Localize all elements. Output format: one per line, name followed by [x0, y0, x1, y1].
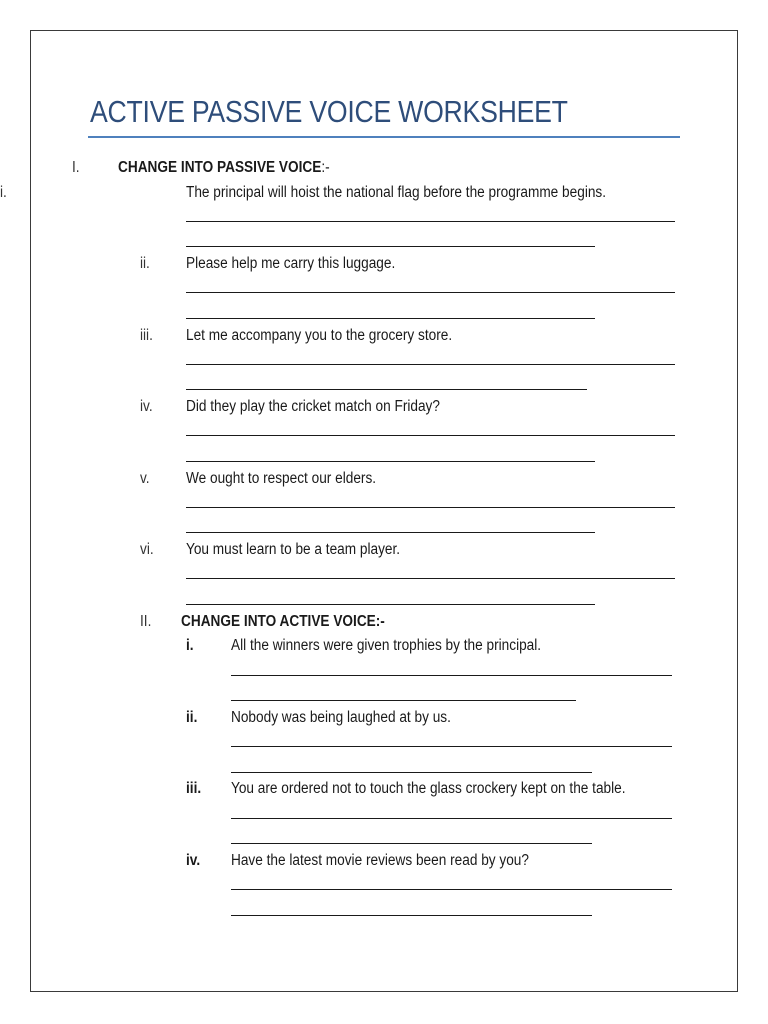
s2-item-4-number: iv.: [186, 852, 201, 869]
s2-item-1-answer-line-1[interactable]: [231, 675, 672, 676]
section-2-heading: CHANGE INTO ACTIVE VOICE:-: [181, 613, 385, 630]
section-1-heading-bold: CHANGE INTO PASSIVE VOICE: [118, 159, 322, 176]
s1-item-1-answer-line-2[interactable]: [186, 246, 595, 247]
s1-item-1-number: i.: [0, 184, 7, 201]
s1-item-3-text: Let me accompany you to the grocery store.: [186, 327, 453, 344]
s1-item-6-answer-line-2[interactable]: [186, 604, 595, 605]
section-1-numeral: I.: [72, 159, 80, 176]
worksheet-title: ACTIVE PASSIVE VOICE WORKSHEET: [90, 94, 568, 129]
s2-item-3-answer-line-1[interactable]: [231, 818, 672, 819]
s2-item-1-text: All the winners were given trophies by the principal.: [231, 637, 542, 654]
s2-item-1-answer-line-2[interactable]: [231, 700, 576, 701]
s1-item-1-answer-line-1[interactable]: [186, 221, 675, 222]
s1-item-5-text: We ought to respect our elders.: [186, 470, 377, 487]
s1-item-5-answer-line-1[interactable]: [186, 507, 675, 508]
s1-item-2-text: Please help me carry this luggage.: [186, 255, 396, 272]
s2-item-3-answer-line-2[interactable]: [231, 843, 592, 844]
s2-item-2-number: ii.: [186, 709, 198, 726]
s2-item-2-text: Nobody was being laughed at by us.: [231, 709, 451, 726]
s1-item-4-answer-line-2[interactable]: [186, 461, 595, 462]
s1-item-2-answer-line-2[interactable]: [186, 318, 595, 319]
s2-item-4-answer-line-2[interactable]: [231, 915, 592, 916]
s2-item-1-number: i.: [186, 637, 194, 654]
s1-item-5-answer-line-2[interactable]: [186, 532, 595, 533]
s1-item-3-answer-line-1[interactable]: [186, 364, 675, 365]
s1-item-4-answer-line-1[interactable]: [186, 435, 675, 436]
s1-item-2-number: ii.: [140, 255, 150, 272]
s1-item-2-answer-line-1[interactable]: [186, 292, 675, 293]
s2-item-4-text: Have the latest movie reviews been read by you?: [231, 852, 529, 869]
s1-item-3-answer-line-2[interactable]: [186, 389, 587, 390]
s1-item-6-text: You must learn to be a team player.: [186, 541, 401, 558]
section-1-heading: [118, 158, 330, 178]
s1-item-6-answer-line-1[interactable]: [186, 578, 675, 579]
s1-item-4-number: iv.: [140, 398, 153, 415]
s2-item-2-answer-line-1[interactable]: [231, 746, 672, 747]
title-underline: [88, 136, 680, 138]
s1-item-3-number: iii.: [140, 327, 153, 344]
s2-item-3-number: iii.: [186, 780, 202, 797]
s1-item-4-text: Did they play the cricket match on Friday?: [186, 398, 440, 415]
s1-item-6-number: vi.: [140, 541, 154, 558]
section-1-heading-suffix: :-: [321, 159, 330, 176]
s2-item-3-text: You are ordered not to touch the glass crockery kept on the table.: [231, 780, 626, 797]
section-2-numeral: II.: [140, 613, 152, 630]
s2-item-2-answer-line-2[interactable]: [231, 772, 592, 773]
s2-item-4-answer-line-1[interactable]: [231, 889, 672, 890]
s1-item-1-text: The principal will hoist the national flag before the programme begins.: [186, 184, 607, 201]
s1-item-5-number: v.: [140, 470, 150, 487]
